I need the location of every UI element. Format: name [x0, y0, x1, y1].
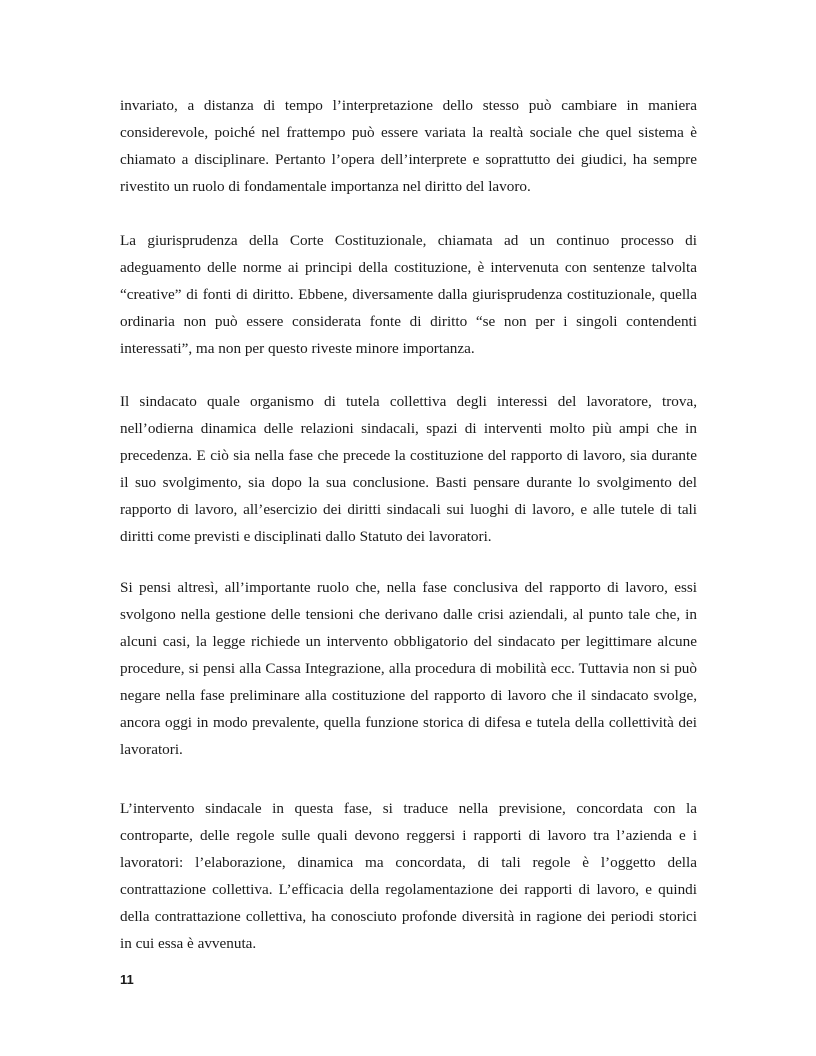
paragraph-2: La giurisprudenza della Corte Costituzionale, chiamata ad un continuo processo di adeguamento delle norme ai principi della costituzione, è intervenuta con sentenze talvolta “creative” di fonti di diritto. Ebbene, diversamente dalla giurisprudenza costituzionale, quella ordinaria non può essere considerata fonte di diritto “se non per i singoli contendenti interessati”, ma non per questo riveste minore importanza.	[120, 232, 697, 357]
body-text	[120, 0, 697, 1000]
paragraph-1: invariato, a distanza di tempo l’interpretazione dello stesso può cambiare in maniera considerevole, poiché nel frattempo può essere variata la realtà sociale che quel sistema è chiamato a disciplinare. Pertanto l’opera dell’interprete e soprattutto dei giudici, ha sempre rivestito un ruolo di fondamentale importanza nel diritto del lavoro.	[120, 97, 697, 195]
paragraph-3: Il sindacato quale organismo di tutela collettiva degli interessi del lavoratore, trova, nell’odierna dinamica delle relazioni sindacali, spazi di interventi molto più ampi che in precedenza. E ciò sia nella fase che precede la costituzione del rapporto di lavoro, sia durante il suo svolgimento, sia dopo la sua conclusione. Basti pensare durante lo svolgimento del rapporto di lavoro, all’esercizio dei diritti sindacali sui luoghi di lavoro, e alle tutele di tali diritti come previsti e disciplinati dallo Statuto dei lavoratori.	[120, 393, 697, 545]
paragraph-5: L’intervento sindacale in questa fase, si traduce nella previsione, concordata con la controparte, delle regole sulle quali devono reggersi i rapporti di lavoro tra l’azienda e i lavoratori: l’elaborazione, dinamica ma concordata, di tali regole è l’oggetto della contrattazione collettiva. L’efficacia della regolamentazione dei rapporti di lavoro, e quindi della contrattazione collettiva, ha conosciuto profonde diversità in ragione dei periodi storici in cui essa è avvenuta.	[120, 800, 697, 952]
paragraph-4: Si pensi altresì, all’importante ruolo che, nella fase conclusiva del rapporto di lavoro, essi svolgono nella gestione delle tensioni che derivano dalle crisi aziendali, al punto tale che, in alcuni casi, la legge richiede un intervento obbligatorio del sindacato per legittimare alcune procedure, si pensi alla Cassa Integrazione, alla procedura di mobilità ecc. Tuttavia non si può negare nella fase preliminare alla costituzione del rapporto di lavoro che il sindacato svolge, ancora oggi in modo prevalente, quella funzione storica di difesa e tutela della collettività dei lavoratori.	[120, 579, 697, 758]
page-number: 11	[120, 972, 134, 987]
